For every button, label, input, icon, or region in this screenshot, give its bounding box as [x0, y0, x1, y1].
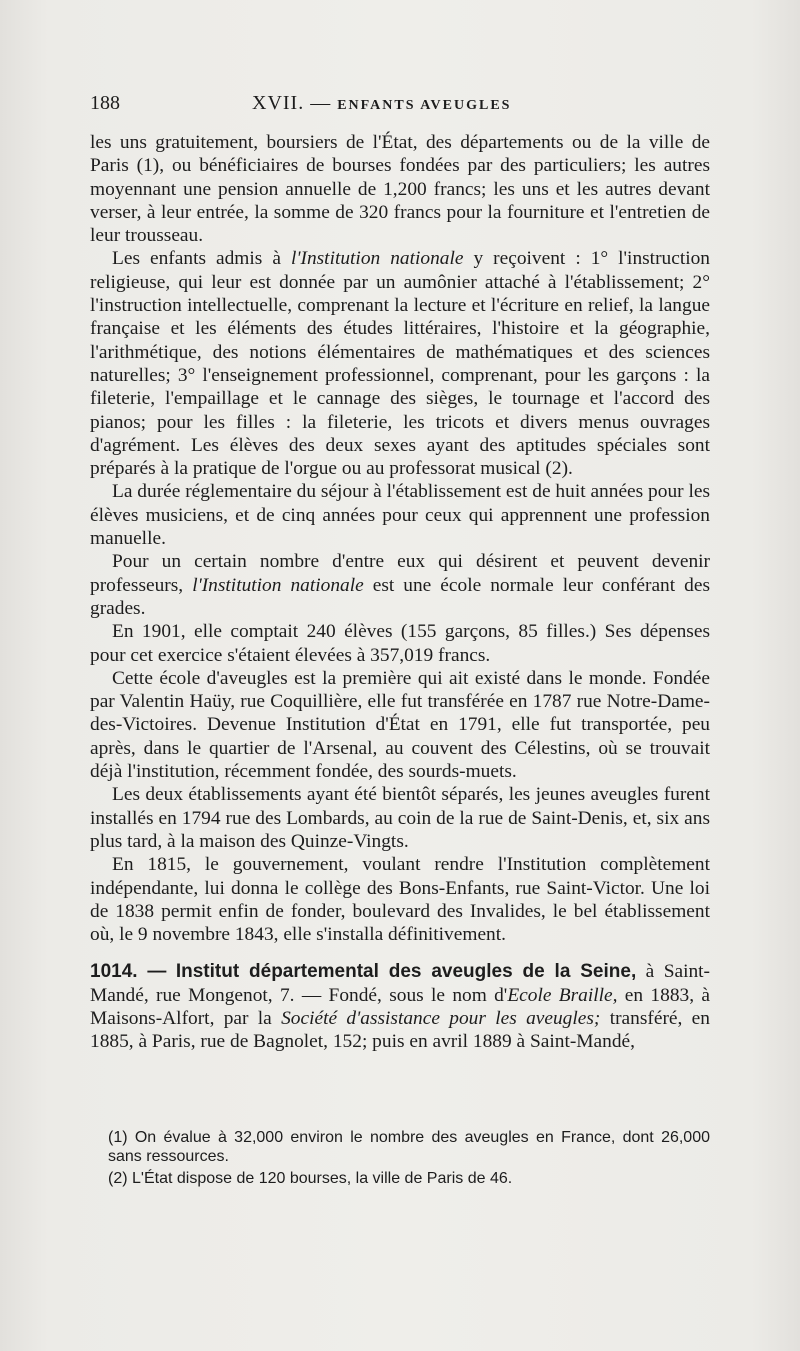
footnotes: [108, 1129, 710, 1193]
paragraph: Cette école d'aveugles est la première qui ait existé dans le monde. Fondée par Valentin Haüy, rue Coquillière, elle fut transférée en 1787 rue Notre-Dame-des-Victoires. Devenue Institution d'État en 1791, elle fut transportée, peu après, dans le quartier de l'Arsenal, au couvent des Célestins, où se trouvait déjà l'institution, récemment fondée, des sourds-muets.: [90, 667, 710, 783]
paragraph: les uns gratuitement, boursiers de l'État, des départements ou de la ville de Paris (1), ou bénéficiaires de bourses fondées par des particuliers; les autres moyennant une pension annuelle de 1,200 francs; les uns et les autres devant verser, à leur entrée, la somme de 320 francs pour la fourniture et l'entretien de leur trousseau.: [90, 132, 710, 247]
chapter-title: ENFANTS AVEUGLES: [337, 98, 512, 113]
paragraph: Les enfants admis à l'Institution nationale y reçoivent : 1° l'instruction religieuse, qui leur est donnée par un aumônier attaché à l'établissement; 2° l'instruction intellectuelle, comprenant la lecture et l'écriture en relief, la langue française et les éléments des études littéraires, l'histoire et la géographie, l'arithmétique, des notions élémentaires de mathématiques et des sciences naturelles; 3° l'enseignement professionnel, comprenant, pour les garçons : la fileterie, l'empaillage et le cannage des sièges, le tournage et l'accord des pianos; pour les filles : la fileterie, les tricots et divers menus ouvrages d'agrément. Les élèves des deux sexes ayant des aptitudes spéciales sont préparés à la pratique de l'orgue ou au professorat musical (2).: [90, 248, 710, 480]
paragraph: Pour un certain nombre d'entre eux qui désirent et peuvent devenir professeurs, l'Institution nationale est une école normale leur conférant des grades.: [90, 551, 711, 619]
section-1014: 1014. — Institut départemental des aveugles de la Seine, à Saint-Mandé, rue Mongenot, 7. — Fondé, sous le nom d'Ecole Braille, en 1883, à Maisons-Alfort, par la Société d'assistance pour les aveugles; transféré, en 1885, à Paris, rue de Bagnolet, 152; puis en avril 1889 à Saint-Mandé,: [90, 961, 711, 1053]
section-number: 1014. —: [90, 961, 167, 983]
chapter-number: XVII.: [252, 92, 305, 114]
running-header: [90, 92, 710, 118]
paragraph: En 1901, elle comptait 240 élèves (155 garçons, 85 filles.) Ses dépenses pour cet exercice s'étaient élevées à 357,019 francs.: [90, 621, 710, 666]
paragraph: La durée réglementaire du séjour à l'établissement est de huit années pour les élèves musiciens, et de cinq années pour ceux qui apprennent une profession manuelle.: [90, 481, 710, 550]
main-text: [90, 131, 710, 1054]
section-heading: Institut départemental des aveugles de la Seine,: [175, 961, 637, 983]
running-title: [252, 92, 511, 115]
paragraph: En 1815, le gouvernement, voulant rendre l'Institution complètement indépendante, lui donna le collège des Bons-Enfants, rue Saint-Victor. Une loi de 1838 permit enfin de fonder, boulevard des Invalides, le bel établissement où, le 9 novembre 1843, elle s'installa définitivement.: [90, 854, 710, 946]
paragraph: Les deux établissements ayant été bientôt séparés, les jeunes aveugles furent installés en 1794 rue des Lombards, au coin de la rue de Saint-Denis, et, six ans plus tard, à la maison des Quinze-Vingts.: [90, 784, 710, 852]
footnote-1: (1) On évalue à 32,000 environ le nombre des aveugles en France, dont 26,000 sans ressources.: [108, 1129, 710, 1165]
page-number: 188: [90, 92, 120, 114]
footnote-2: (2) L'État dispose de 120 bourses, la ville de Paris de 46.: [108, 1170, 513, 1187]
title-separator: —: [310, 92, 332, 114]
